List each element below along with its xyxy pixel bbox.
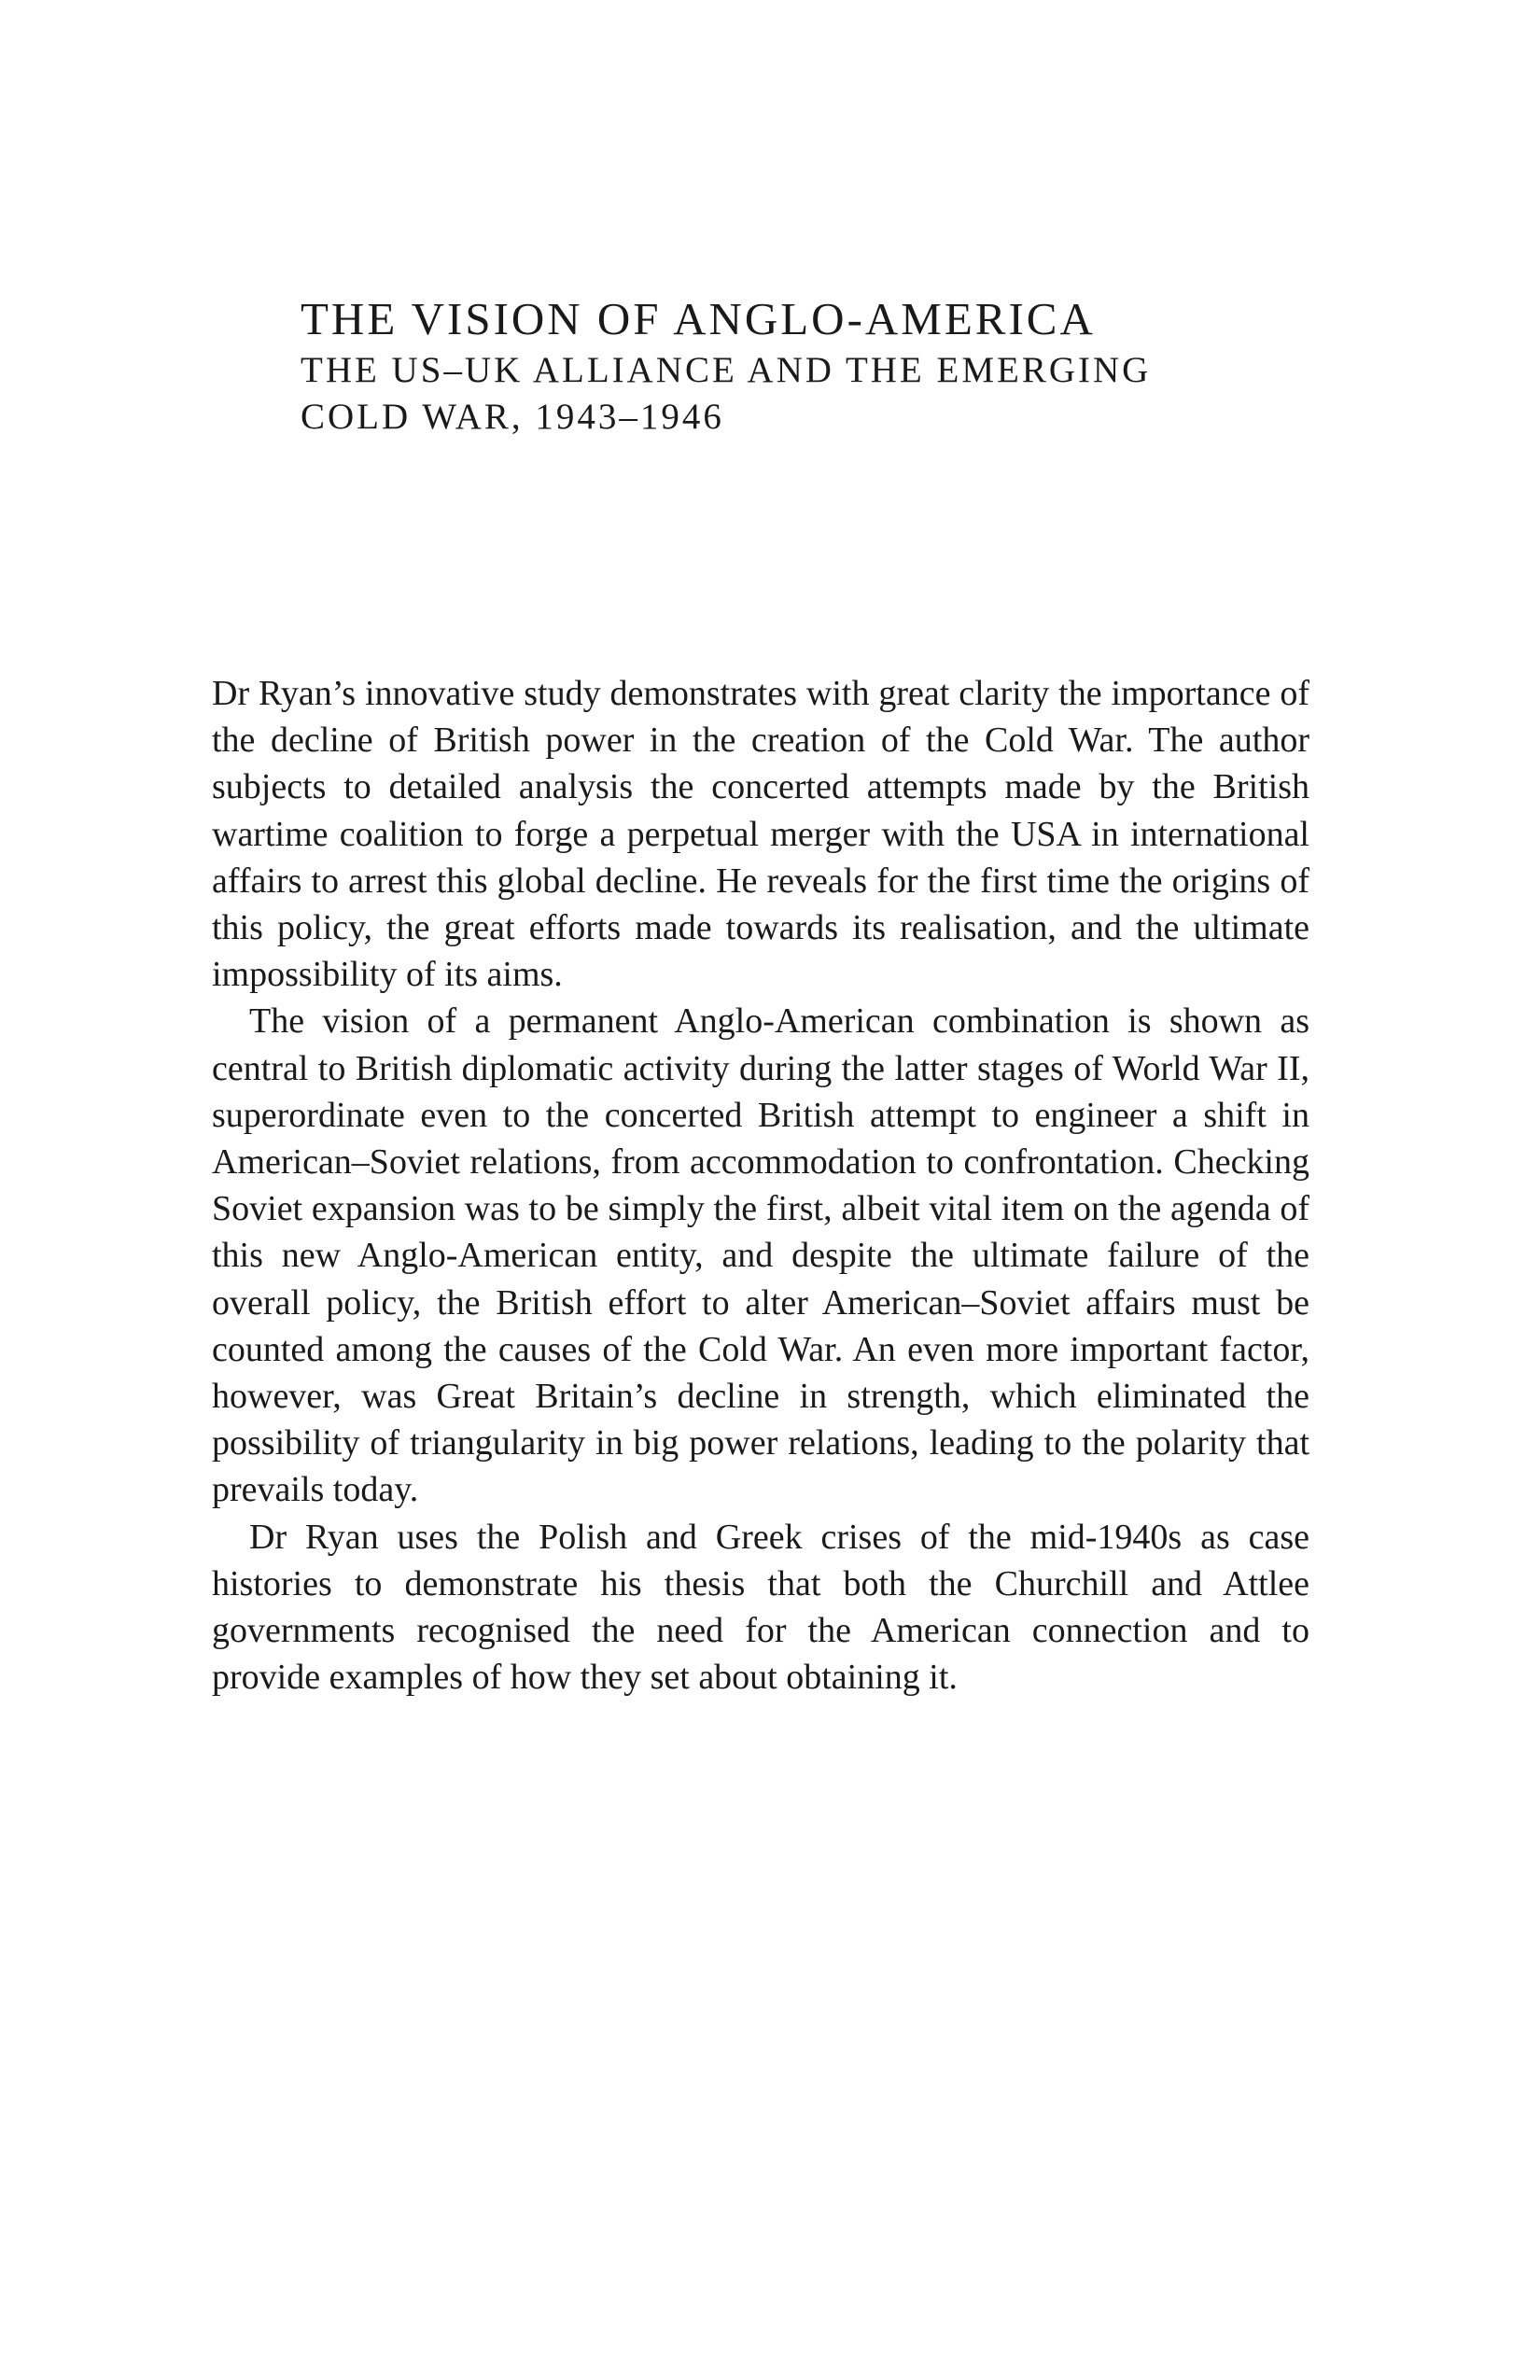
blurb-text bbox=[212, 670, 1309, 1701]
book-title: THE VISION OF ANGLO-AMERICA bbox=[301, 293, 1096, 344]
title-block bbox=[301, 291, 1327, 441]
subtitle-line-2: COLD WAR, 1943–1946 bbox=[301, 397, 724, 437]
blurb-paragraph-1: Dr Ryan’s innovative study demonstrates with great clarity the importance of the decline of British power in the creation of the Cold War. The author subjects to detailed analysis the concerted attempts made by the British wartime coalition to forge a perpetual merger with the USA in international affairs to arrest this global decline. He reveals for the first time the origins of this policy, the great efforts made towards its realisation, and the ultimate impossibility of its aims. bbox=[212, 674, 1309, 995]
book-subtitle bbox=[301, 347, 1327, 441]
subtitle-line-1: THE US–UK ALLIANCE AND THE EMERGING bbox=[301, 350, 1152, 390]
blurb-paragraph-2: The vision of a permanent Anglo-American combination is shown as central to British diplomatic activity during the latter stages of World War II, superordinate even to the concerted British attempt to engineer a shift in American–Soviet relations, from accommodation to confrontation. Checking Soviet expansion was to be simply the first, albeit vital item on the agenda of this new Anglo-American entity, and despite the ultimate failure of the overall policy, the British effort to alter American–Soviet affairs must be counted among the causes of the Cold War. An even more important factor, however, was Great Britain’s decline in strength, which eliminated the possibility of triangularity in big power relations, leading to the polarity that prevails today. bbox=[212, 1001, 1309, 1510]
blurb-paragraph-3: Dr Ryan uses the Polish and Greek crises of the mid-1940s as case histories to demonstrate his thesis that both the Churchill and Attlee governments recognised the need for the American connection and to provide examples of how they set about obtaining it. bbox=[212, 1517, 1309, 1698]
